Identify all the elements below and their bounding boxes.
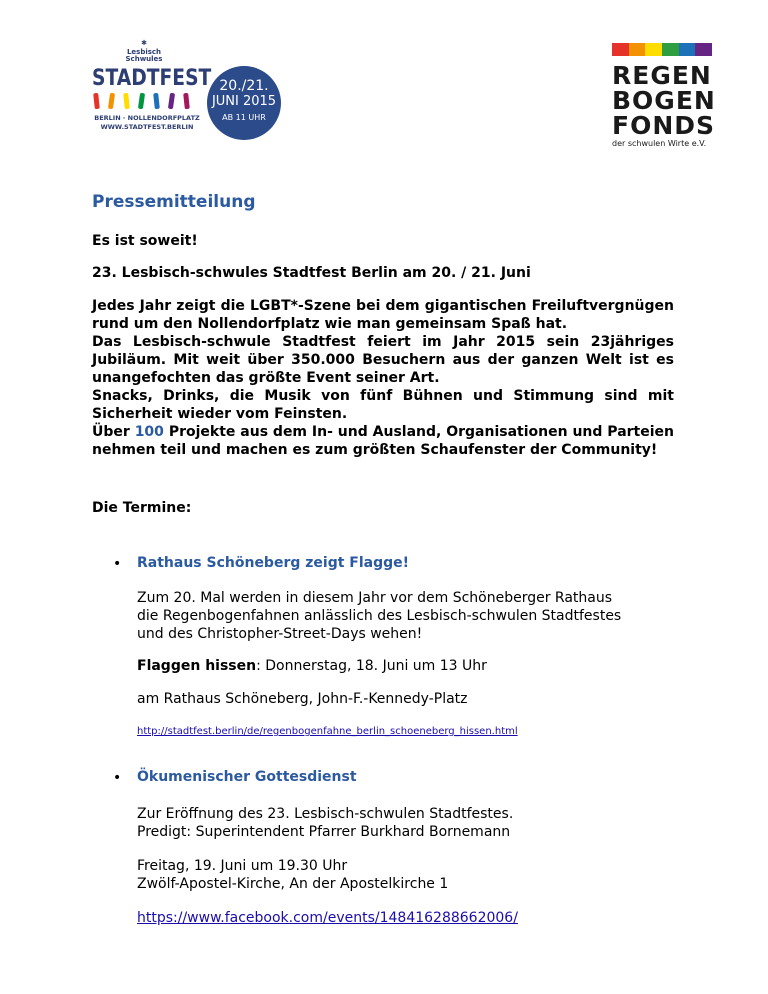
logo-subtitle: der schwulen Wirte e.V. xyxy=(612,139,707,148)
logo-small-bottom: Schwules xyxy=(125,55,163,63)
termine-heading: Die Termine: xyxy=(92,500,192,516)
logo-word-regen: REGEN xyxy=(612,61,712,90)
logo-bar xyxy=(168,93,175,110)
bullet-icon: • xyxy=(113,556,122,572)
logo-bar xyxy=(123,93,130,109)
headline: 23. Lesbisch-schwules Stadtfest Berlin am 20. / 21. Juni xyxy=(92,265,531,281)
logo-star-icon: ✱ xyxy=(141,39,147,47)
event-2-heading: Ökumenischer Gottesdienst xyxy=(137,769,357,785)
stripe-segment xyxy=(662,43,679,56)
stripe-segment xyxy=(695,43,712,56)
event-1-heading: Rathaus Schöneberg zeigt Flagge! xyxy=(137,555,410,571)
logo-title: STADTFEST xyxy=(92,66,212,91)
paragraph-3: Snacks, Drinks, die Musik von fünf Bühnen und Stimmung sind mit Sicherheit wieder vom Feinsten. xyxy=(92,388,674,422)
event-2-desc-line-2: Predigt: Superintendent Pfarrer Burkhard Bornemann xyxy=(137,824,511,840)
logo-rainbow-bars xyxy=(94,93,198,111)
event-1-link[interactable]: http://stadtfest.berlin/de/regenbogenfahne_berlin_schoeneberg_hissen.html xyxy=(137,726,518,737)
event-2-desc-line-1: Zur Eröffnung des 23. Lesbisch-schwulen Stadtfestes. xyxy=(137,806,514,822)
logo-small-top: Lesbisch xyxy=(126,48,162,56)
paragraph-2: Das Lesbisch-schwule Stadtfest feiert im Jahr 2015 sein 23jähriges Jubiläum. Mit weit über 350.000 Besuchern aus der ganzen Welt ist es unangefochten das größte Event seiner Art. xyxy=(92,334,674,386)
logo-bar xyxy=(153,93,160,109)
logo-city: BERLIN · NOLLENDORFPLATZ xyxy=(94,114,200,122)
stadtfest-logo xyxy=(92,40,292,150)
p4-number: 100 xyxy=(134,424,164,440)
event-2-when: Freitag, 19. Juni um 19.30 Uhr xyxy=(137,858,348,874)
date-badge xyxy=(207,66,281,140)
paragraph-4 xyxy=(92,423,674,459)
logo-bar xyxy=(93,93,100,109)
logo-word-fonds: FONDS xyxy=(612,111,716,140)
stripe-segment xyxy=(645,43,662,56)
page-title: Pressemitteilung xyxy=(92,192,256,212)
event-1-when-label: Flaggen hissen xyxy=(137,658,257,674)
date-badge-line2: JUNI 2015 xyxy=(211,94,277,109)
date-badge-line1: 20./21. xyxy=(219,78,269,94)
body-paragraphs xyxy=(92,297,674,459)
event-1-desc-line-1: Zum 20. Mal werden in diesem Jahr vor dem Schöneberger Rathaus xyxy=(137,590,613,606)
paragraph-1: Jedes Jahr zeigt die LGBT*-Szene bei dem gigantischen Freiluftvergnügen rund um den Nollendorfplatz wie man gemeinsam Spaß hat. xyxy=(92,298,674,332)
stripe-segment xyxy=(679,43,696,56)
event-1-desc-line-2: die Regenbogenfahnen anlässlich des Lesbisch-schwulen Stadtfestes xyxy=(137,608,622,624)
event-2-link[interactable]: https://www.facebook.com/events/148416288662006/ xyxy=(137,910,518,926)
bullet-icon: • xyxy=(113,770,122,786)
event-1-where: am Rathaus Schöneberg, John-F.-Kennedy-Platz xyxy=(137,691,468,707)
event-1-when xyxy=(137,657,487,675)
p4-post: Projekte aus dem In- und Ausland, Organisationen und Parteien nehmen teil und machen es zum größten Schaufenster der Community! xyxy=(92,424,674,458)
date-badge-line3: AB 11 UHR xyxy=(222,113,266,122)
stripe-segment xyxy=(612,43,629,56)
event-2-where: Zwölf-Apostel-Kirche, An der Apostelkirche 1 xyxy=(137,876,449,892)
logo-word-bogen: BOGEN xyxy=(612,86,716,115)
logo-url: WWW.STADTFEST.BERLIN xyxy=(100,123,194,131)
stripe-segment xyxy=(629,43,646,56)
rainbow-stripe xyxy=(612,43,712,56)
logo-bar xyxy=(138,93,145,110)
logo-bar xyxy=(183,93,190,109)
event-1-desc-line-3: und des Christopher-Street-Days wehen! xyxy=(137,626,423,642)
regenbogenfonds-logo xyxy=(612,43,724,153)
intro-line: Es ist soweit! xyxy=(92,233,198,249)
event-1-when-text: : Donnerstag, 18. Juni um 13 Uhr xyxy=(256,658,487,674)
logo-bar xyxy=(108,93,115,110)
p4-pre: Über xyxy=(92,424,135,440)
